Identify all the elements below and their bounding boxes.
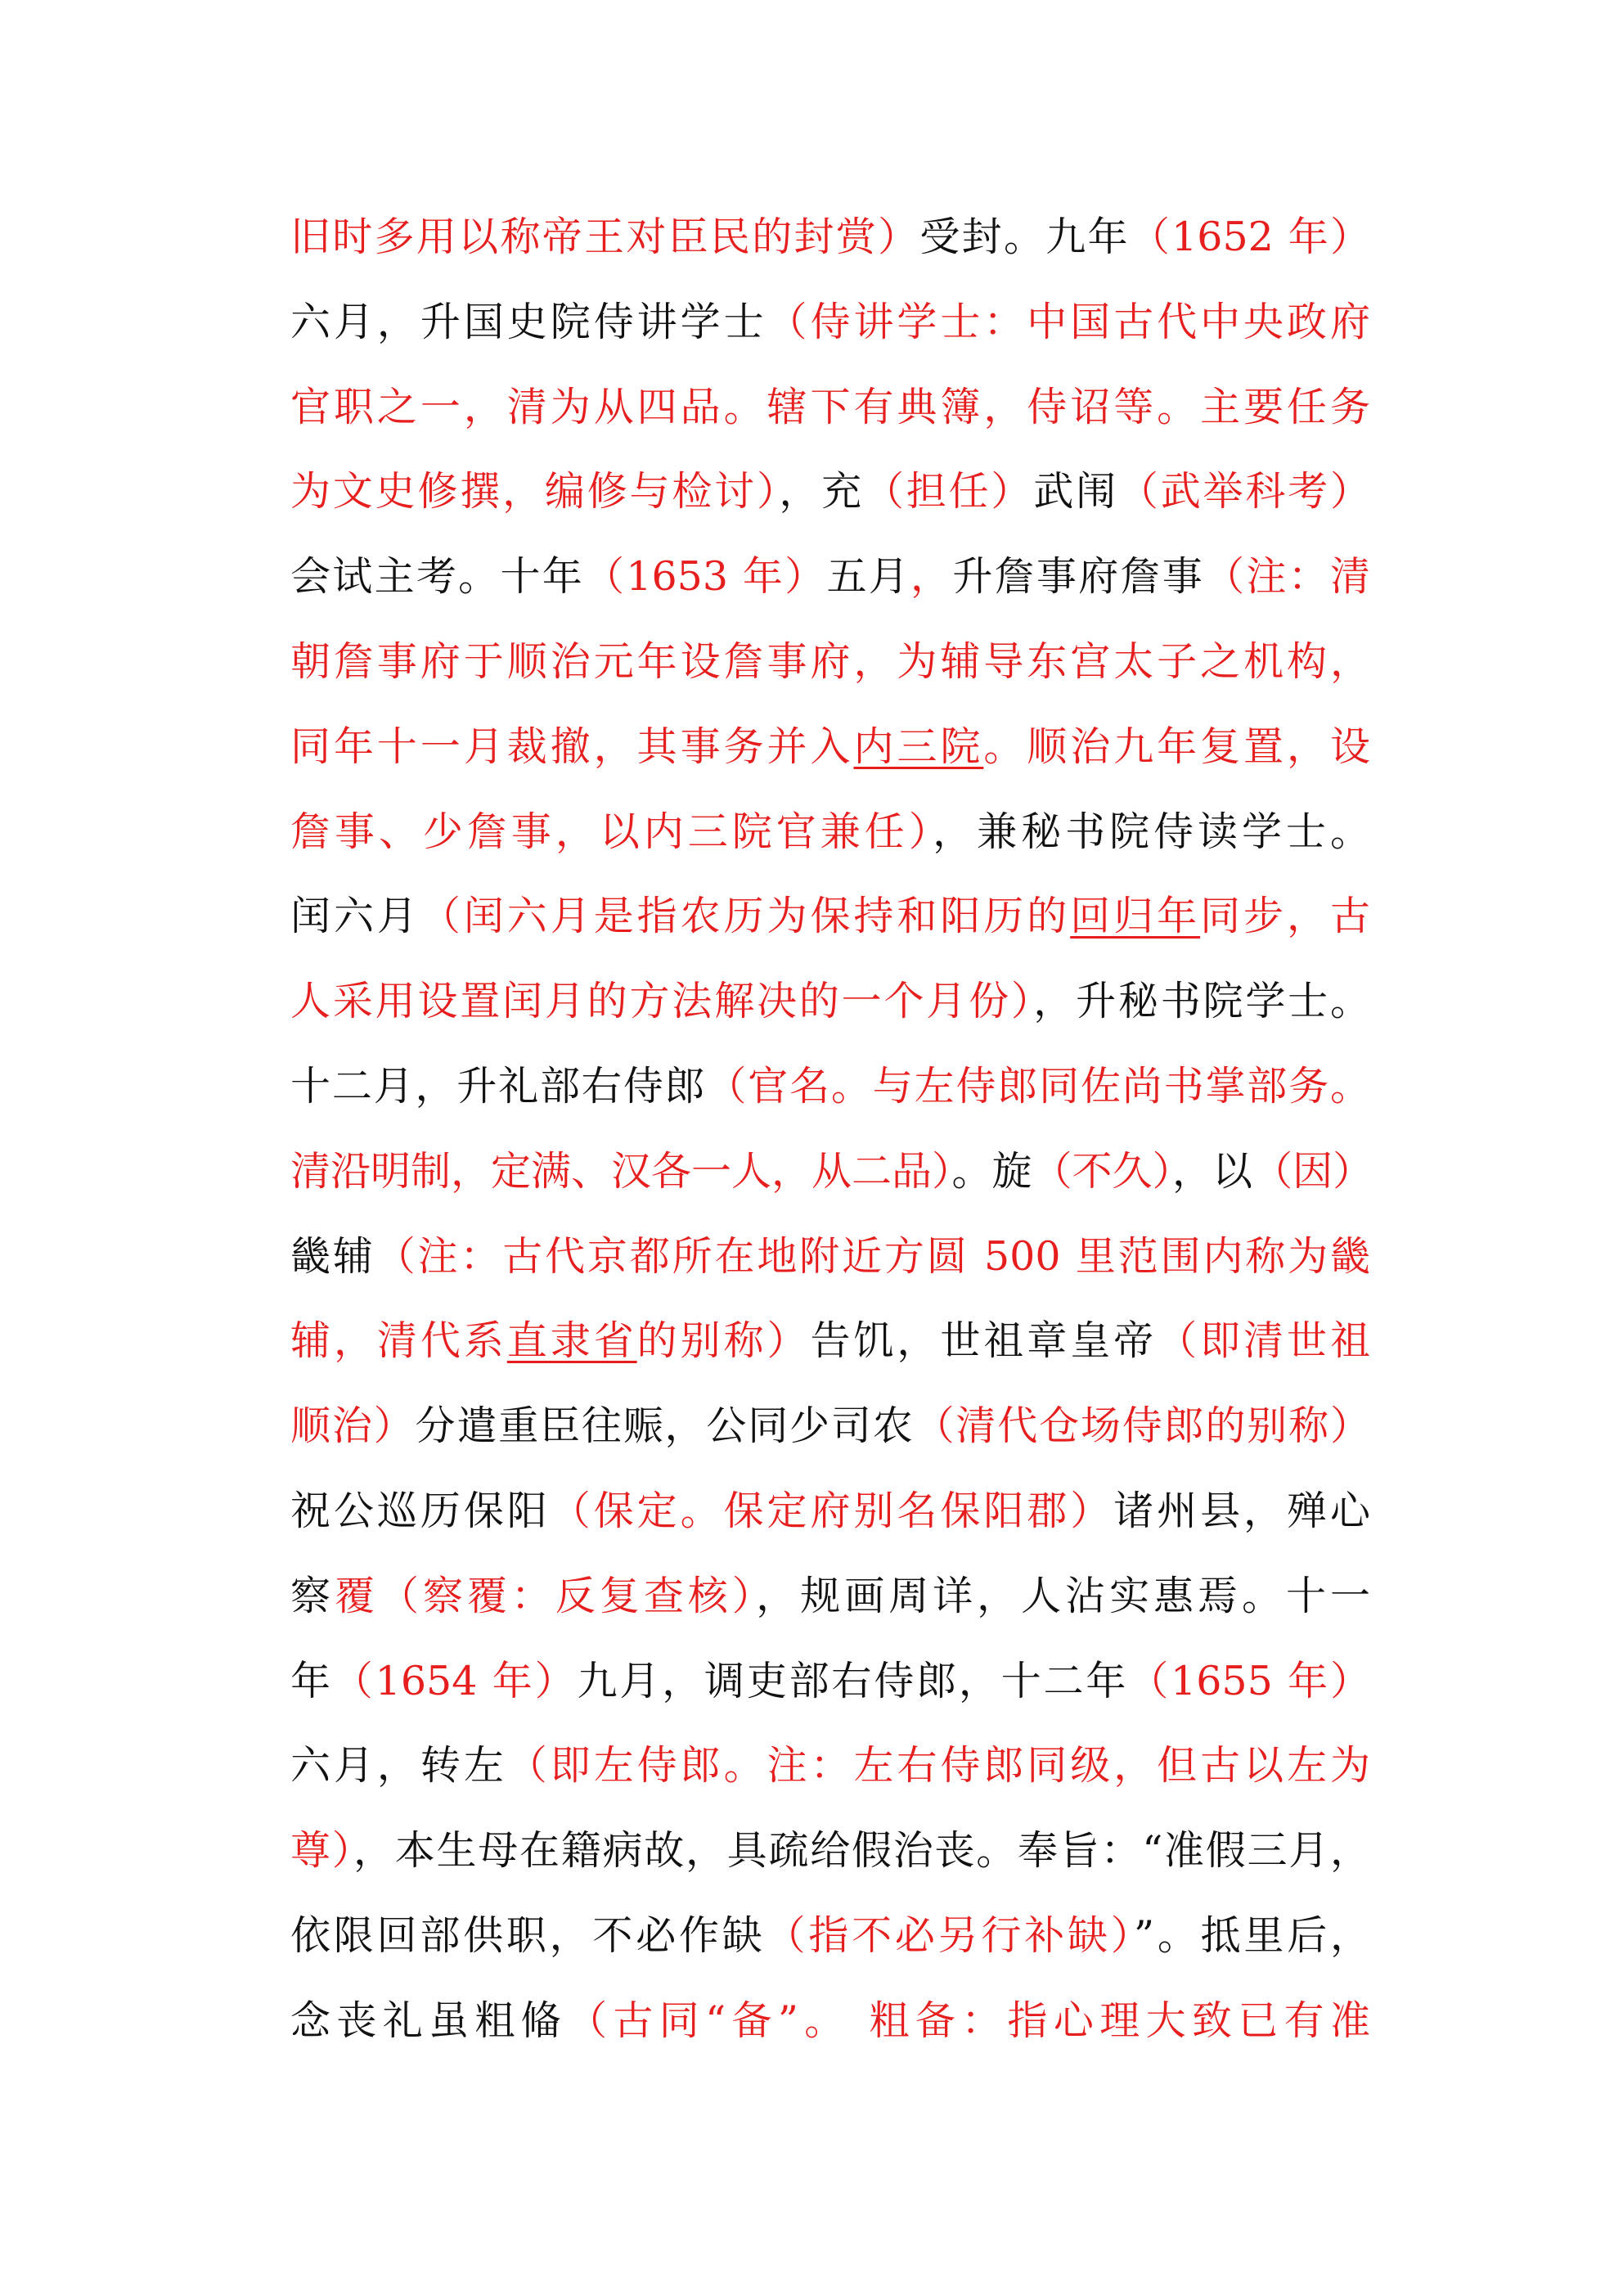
body-text: 念丧礼虽粗偹 [290,1997,568,2044]
annotation-text: 尊） [290,1827,353,1875]
body-text: 九月，调吏部右侍郎，十二年 [577,1657,1129,1704]
text-line [290,1384,1370,1469]
text-line [290,534,1370,619]
annotation-text: （闰六月是指农历为保持和阳历的 [420,893,1071,940]
annotation-text: 内三院 [853,723,984,770]
annotation-text: （即清世祖 [1157,1317,1370,1365]
text-line [290,1893,1370,1979]
body-text: ，规画周详，人沾实惠焉。十一 [756,1572,1370,1619]
text-line [290,619,1370,705]
annotation-text: （保定。保定府别名保阳郡） [550,1488,1114,1534]
annotation-text: 的别称） [636,1317,811,1365]
annotation-text: （指不必另行补缺） [765,1912,1135,1959]
text-line [290,1044,1370,1129]
text-line [290,790,1370,875]
text-line [290,1469,1370,1554]
annotation-text: 官职之一，清为从四品。辖下有典簿，侍诏等。主要任务 [290,383,1370,430]
body-text: 祝公巡历保阳 [290,1488,551,1534]
annotation-text: 朝詹事府于顺治元年设詹事府，为辅导东宫太子之机构， [290,638,1370,685]
text-line [290,1214,1370,1299]
body-text: 武闱 [1033,468,1118,515]
annotation-text: （1652 年） [1129,214,1370,260]
body-text: 诸州县，殚心 [1113,1488,1370,1534]
body-text: ，充 [779,468,864,515]
annotation-text: 詹事、少詹事，以内三院官兼任） [290,808,933,855]
text-line [290,1299,1370,1384]
annotation-text: （注：古代京都所在地附近方圆 500 里范围内称为畿 [375,1232,1370,1280]
annotation-text: （1655 年） [1128,1657,1370,1704]
body-text: 依限回部供职，不必作缺 [290,1912,766,1959]
text-line [290,959,1370,1044]
annotation-text: ， [910,553,953,601]
annotation-text: （1654 年） [332,1657,578,1704]
annotation-text: （因） [1252,1147,1373,1195]
annotation-text: 直隶省 [506,1317,637,1365]
body-text: 会试主考。十年 [290,553,585,601]
text-line [290,280,1370,365]
text-line [290,1554,1370,1639]
body-text: 六月，转左 [290,1742,507,1790]
annotation-text: 同年十一月裁撤，其事务并入 [290,723,854,770]
annotation-text: 旧时多用以称帝王对臣民的封赏） [290,214,920,260]
body-text: 升詹事府詹事 [952,553,1205,601]
text-line [290,1639,1370,1724]
annotation-text: （1653 年） [584,553,827,601]
body-text: ，本生母在籍病故，具疏给假治丧。奉旨：“准假三月， [353,1827,1370,1875]
annotation-text: 顺治） [290,1402,416,1450]
text-line [290,195,1370,280]
annotation-text: （侍讲学士：中国古代中央政府 [767,298,1370,345]
annotation-text: 回归年 [1070,893,1201,940]
annotation-text: 为文史修撰，编修与检讨） [290,468,780,515]
annotation-text: （清代仓场侍郎的别称） [914,1402,1370,1450]
body-text: 十二月，升礼部右侍郎 [290,1063,707,1110]
body-text: 年 [290,1657,333,1704]
annotation-text: 同步，古 [1200,893,1370,940]
body-text: 告饥，世祖章皇帝 [810,1317,1158,1365]
body-text: 畿辅 [290,1232,375,1280]
body-text: 受封。九年 [919,214,1130,260]
body-text: 。旋 [951,1147,1032,1195]
body-text: 察 [290,1572,335,1619]
body-text: ”。抵里后， [1134,1912,1370,1959]
body-text: 五月 [826,553,911,601]
text-line [290,1723,1370,1808]
annotation-text: 人采用设置闰月的方法解决的一个月份） [290,978,1034,1025]
text-line [290,1979,1370,2064]
text-line [290,365,1370,450]
annotation-text: （即左侍郎。注：左右侍郎同级，但古以左为 [506,1742,1370,1790]
annotation-text: 。顺治九年复置，设 [983,723,1370,770]
text-line [290,705,1370,790]
text-line [290,1129,1373,1214]
annotation-text: （古同“备”。 粗备：指心理大致已有准 [567,1997,1370,2044]
annotation-text: （担任） [863,468,1034,515]
text-line [290,449,1370,534]
text-line [290,874,1370,959]
annotation-text: 清沿明制，定满、汉各一人，从二品） [290,1147,952,1195]
body-text: 六月，升国史院侍讲学士 [290,298,767,345]
body-text: ，升秘书院学士。 [1033,978,1370,1025]
annotation-text: （注：清 [1204,553,1370,601]
body-text: 闰六月 [290,893,420,940]
body-text: 分遣重臣往赈，公同少司农 [415,1402,915,1450]
annotation-text: （官名。与左侍郎同佐尚书掌部务。 [706,1063,1370,1110]
body-text: ，兼秘书院侍读学士。 [933,808,1370,855]
body-text: ，以 [1172,1147,1253,1195]
text-line [290,1808,1370,1893]
annotation-text: （不久） [1032,1147,1173,1195]
annotation-text: 覆（察覆：反复查核） [334,1572,757,1619]
annotation-text: （武举科考） [1117,468,1370,515]
annotation-text: 辅，清代系 [290,1317,507,1365]
